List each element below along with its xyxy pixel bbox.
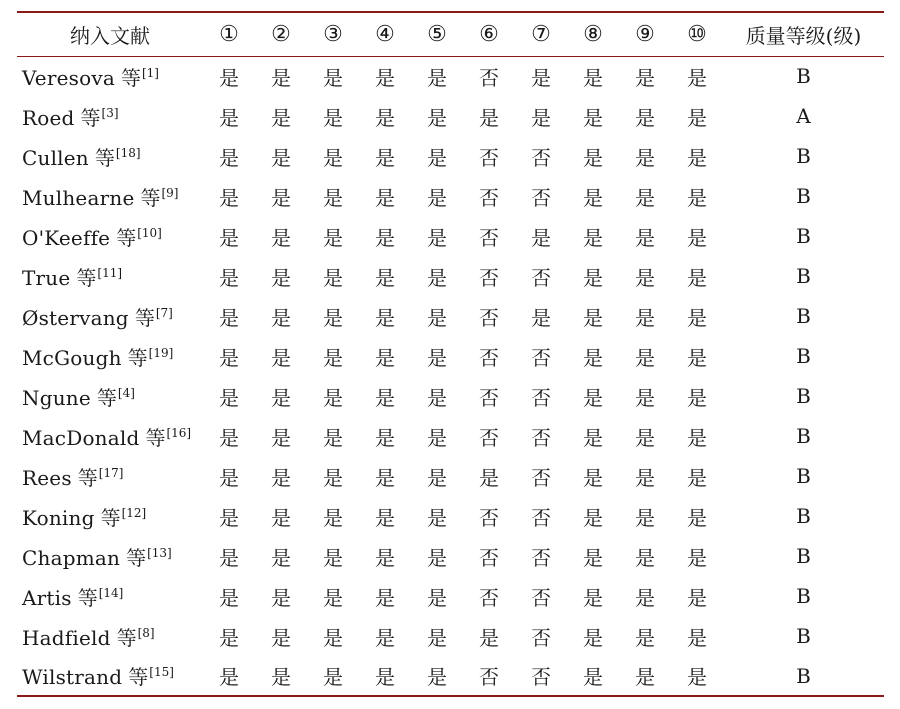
study-reference: [4] <box>117 385 135 400</box>
answer-cell-q10: 是 <box>687 385 707 410</box>
answer-cell-q2: 是 <box>271 185 291 210</box>
grade-cell: B <box>796 144 811 168</box>
study-reference: [15] <box>149 665 174 679</box>
answer-cell-q5: 是 <box>427 265 447 290</box>
grade-cell: B <box>796 304 811 328</box>
grade-cell: B <box>796 584 811 608</box>
study-etal: 等 <box>116 625 137 650</box>
answer-cell-q7: 否 <box>531 465 551 490</box>
grade-cell: B <box>796 64 811 89</box>
answer-cell-q9: 是 <box>635 425 655 450</box>
answer-cell-q5: 是 <box>427 145 447 170</box>
study-cell <box>17 56 203 96</box>
answer-cell-q10: 是 <box>687 665 707 689</box>
study-cell <box>17 456 203 496</box>
answer-cell-q1: 是 <box>219 145 239 170</box>
answer-cell-q5: 是 <box>427 665 447 689</box>
study-author: Chapman <box>22 545 121 570</box>
answer-cell-q9: 是 <box>635 225 655 250</box>
study-author: Veresova <box>22 65 115 90</box>
answer-cell-q1: 是 <box>219 345 239 370</box>
answer-cell-q1: 是 <box>219 305 239 330</box>
answer-cell-q10: 是 <box>687 105 707 130</box>
answer-cell-q3: 是 <box>323 625 343 650</box>
answer-cell-q5: 是 <box>427 465 447 490</box>
answer-cell-q2: 是 <box>271 145 291 170</box>
study-author: Mulhearne <box>22 185 135 210</box>
study-cell <box>17 136 203 176</box>
answer-cell-q10: 是 <box>687 545 707 570</box>
study-reference: [18] <box>115 145 141 160</box>
study-cell <box>17 336 203 376</box>
study-cell <box>17 496 203 536</box>
quality-assessment-table <box>17 11 884 697</box>
answer-cell-q4: 是 <box>375 145 395 170</box>
answer-cell-q4: 是 <box>375 425 395 450</box>
answer-cell-q1: 是 <box>219 265 239 290</box>
answer-cell-q10: 是 <box>687 65 707 90</box>
answer-cell-q3: 是 <box>323 505 343 530</box>
study-reference: [9] <box>161 185 179 200</box>
answer-cell-q8: 是 <box>583 145 603 170</box>
answer-cell-q8: 是 <box>583 385 603 410</box>
answer-cell-q4: 是 <box>375 505 395 530</box>
grade-cell: B <box>796 663 811 688</box>
table-row <box>17 176 884 216</box>
answer-cell-q9: 是 <box>635 625 655 650</box>
answer-cell-q3: 是 <box>323 265 343 290</box>
answer-cell-q8: 是 <box>583 425 603 450</box>
grade-cell: B <box>796 624 811 648</box>
table-row <box>17 96 884 136</box>
answer-cell-q5: 是 <box>427 345 447 370</box>
answer-cell-q1: 是 <box>219 665 239 689</box>
answer-cell-q1: 是 <box>219 105 239 130</box>
answer-cell-q6: 否 <box>479 425 499 450</box>
study-author: Østervang <box>22 305 129 330</box>
study-author: Hadfield <box>22 625 111 650</box>
answer-cell-q8: 是 <box>583 345 603 370</box>
answer-cell-q9: 是 <box>635 345 655 370</box>
answer-cell-q9: 是 <box>635 665 655 689</box>
study-cell <box>17 256 203 296</box>
answer-cell-q1: 是 <box>219 425 239 450</box>
answer-cell-q6: 是 <box>479 105 499 130</box>
answer-cell-q10: 是 <box>687 225 707 250</box>
table-row <box>17 56 884 96</box>
answer-cell-q1: 是 <box>219 545 239 570</box>
table-row <box>17 496 884 536</box>
study-reference: [16] <box>166 425 192 440</box>
study-cell <box>17 176 203 216</box>
answer-cell-q2: 是 <box>271 625 291 650</box>
header-question-5: ⑤ <box>427 21 447 47</box>
answer-cell-q9: 是 <box>635 265 655 290</box>
answer-cell-q4: 是 <box>375 665 395 689</box>
answer-cell-q6: 否 <box>479 305 499 330</box>
header-row <box>17 12 884 56</box>
answer-cell-q5: 是 <box>427 105 447 130</box>
answer-cell-q9: 是 <box>635 305 655 330</box>
answer-cell-q5: 是 <box>427 385 447 410</box>
header-question-9: ⑨ <box>635 21 655 47</box>
table-row <box>17 416 884 456</box>
answer-cell-q8: 是 <box>583 465 603 490</box>
table-row <box>17 256 884 296</box>
answer-cell-q3: 是 <box>323 345 343 370</box>
header-question-10: ⑩ <box>687 21 707 47</box>
study-etal: 等 <box>96 385 117 410</box>
answer-cell-q4: 是 <box>375 625 395 650</box>
answer-cell-q9: 是 <box>635 585 655 610</box>
answer-cell-q10: 是 <box>687 305 707 330</box>
answer-cell-q4: 是 <box>375 385 395 410</box>
answer-cell-q1: 是 <box>219 585 239 610</box>
answer-cell-q7: 否 <box>531 265 551 290</box>
answer-cell-q4: 是 <box>375 545 395 570</box>
study-etal: 等 <box>120 65 141 90</box>
answer-cell-q8: 是 <box>583 105 603 130</box>
study-etal: 等 <box>94 145 115 170</box>
study-cell <box>17 536 203 576</box>
study-etal: 等 <box>77 465 98 490</box>
study-reference: [8] <box>137 625 155 640</box>
study-author: True <box>22 265 71 290</box>
table-header <box>17 12 884 56</box>
answer-cell-q2: 是 <box>271 665 291 689</box>
answer-cell-q2: 是 <box>271 225 291 250</box>
answer-cell-q10: 是 <box>687 185 707 210</box>
answer-cell-q4: 是 <box>375 345 395 370</box>
answer-cell-q6: 否 <box>479 145 499 170</box>
answer-cell-q7: 是 <box>531 65 551 90</box>
study-etal: 等 <box>134 305 155 330</box>
study-author: Rees <box>22 465 72 490</box>
study-reference: [12] <box>121 505 147 520</box>
study-author: Koning <box>22 505 95 530</box>
header-question-8: ⑧ <box>583 21 603 47</box>
study-cell <box>17 656 203 696</box>
header-grade: 质量等级(级) <box>745 23 862 48</box>
study-cell <box>17 416 203 456</box>
answer-cell-q4: 是 <box>375 465 395 490</box>
study-cell <box>17 96 203 136</box>
answer-cell-q10: 是 <box>687 505 707 530</box>
answer-cell-q8: 是 <box>583 545 603 570</box>
study-etal: 等 <box>127 345 148 370</box>
answer-cell-q1: 是 <box>219 625 239 650</box>
answer-cell-q8: 是 <box>583 585 603 610</box>
header-study: 纳入文献 <box>70 23 150 48</box>
answer-cell-q8: 是 <box>583 65 603 90</box>
answer-cell-q7: 否 <box>531 665 551 689</box>
study-reference: [10] <box>137 225 162 240</box>
answer-cell-q2: 是 <box>271 505 291 530</box>
answer-cell-q5: 是 <box>427 65 447 90</box>
grade-cell: A <box>796 104 811 128</box>
answer-cell-q6: 否 <box>479 65 499 90</box>
study-etal: 等 <box>145 425 166 450</box>
answer-cell-q1: 是 <box>219 505 239 530</box>
answer-cell-q3: 是 <box>323 385 343 410</box>
answer-cell-q8: 是 <box>583 305 603 330</box>
answer-cell-q1: 是 <box>219 65 239 90</box>
study-etal: 等 <box>126 545 147 570</box>
answer-cell-q6: 否 <box>479 585 499 610</box>
table-row <box>17 136 884 176</box>
study-reference: [19] <box>148 345 174 360</box>
study-reference: [7] <box>155 305 173 320</box>
answer-cell-q2: 是 <box>271 65 291 90</box>
answer-cell-q10: 是 <box>687 425 707 450</box>
answer-cell-q6: 是 <box>479 625 499 650</box>
table-row <box>17 216 884 256</box>
answer-cell-q4: 是 <box>375 105 395 130</box>
answer-cell-q4: 是 <box>375 585 395 610</box>
header-question-3: ③ <box>323 21 343 47</box>
answer-cell-q6: 否 <box>479 545 499 570</box>
study-cell <box>17 216 203 256</box>
answer-cell-q5: 是 <box>427 425 447 450</box>
answer-cell-q8: 是 <box>583 665 603 689</box>
answer-cell-q8: 是 <box>583 225 603 250</box>
study-etal: 等 <box>80 105 101 130</box>
answer-cell-q7: 否 <box>531 385 551 410</box>
study-etal: 等 <box>128 665 149 689</box>
answer-cell-q2: 是 <box>271 545 291 570</box>
answer-cell-q1: 是 <box>219 465 239 490</box>
grade-cell: B <box>796 264 811 288</box>
answer-cell-q10: 是 <box>687 465 707 490</box>
answer-cell-q7: 否 <box>531 585 551 610</box>
study-etal: 等 <box>140 185 161 210</box>
answer-cell-q3: 是 <box>323 105 343 130</box>
answer-cell-q3: 是 <box>323 185 343 210</box>
header-question-7: ⑦ <box>531 21 551 47</box>
answer-cell-q5: 是 <box>427 585 447 610</box>
answer-cell-q9: 是 <box>635 65 655 90</box>
study-cell <box>17 296 203 336</box>
answer-cell-q6: 否 <box>479 665 499 689</box>
answer-cell-q2: 是 <box>271 305 291 330</box>
study-author: Artis <box>22 585 72 610</box>
answer-cell-q7: 否 <box>531 145 551 170</box>
answer-cell-q5: 是 <box>427 545 447 570</box>
answer-cell-q9: 是 <box>635 465 655 490</box>
grade-cell: B <box>796 424 811 448</box>
header-question-4: ④ <box>375 21 395 47</box>
study-author: MacDonald <box>22 425 140 450</box>
answer-cell-q8: 是 <box>583 625 603 650</box>
answer-cell-q9: 是 <box>635 545 655 570</box>
header-question-1: ① <box>219 21 239 47</box>
study-author: O'Keeffe <box>22 225 111 250</box>
study-etal: 等 <box>77 585 98 610</box>
study-reference: [11] <box>97 265 123 280</box>
header-question-6: ⑥ <box>479 21 499 47</box>
study-author: Ngune <box>22 385 91 410</box>
answer-cell-q9: 是 <box>635 505 655 530</box>
answer-cell-q8: 是 <box>583 505 603 530</box>
answer-cell-q5: 是 <box>427 305 447 330</box>
answer-cell-q4: 是 <box>375 305 395 330</box>
answer-cell-q4: 是 <box>375 65 395 90</box>
answer-cell-q3: 是 <box>323 665 343 689</box>
answer-cell-q8: 是 <box>583 185 603 210</box>
study-cell <box>17 576 203 616</box>
study-reference: [13] <box>147 545 172 560</box>
answer-cell-q9: 是 <box>635 105 655 130</box>
table-row <box>17 296 884 336</box>
study-reference: [17] <box>98 465 124 480</box>
answer-cell-q7: 否 <box>531 425 551 450</box>
answer-cell-q2: 是 <box>271 385 291 410</box>
table-row <box>17 336 884 376</box>
answer-cell-q7: 是 <box>531 305 551 330</box>
answer-cell-q10: 是 <box>687 145 707 170</box>
answer-cell-q7: 否 <box>531 185 551 210</box>
answer-cell-q1: 是 <box>219 385 239 410</box>
answer-cell-q6: 否 <box>479 225 499 250</box>
answer-cell-q2: 是 <box>271 425 291 450</box>
grade-cell: B <box>796 504 811 528</box>
answer-cell-q5: 是 <box>427 225 447 250</box>
study-etal: 等 <box>100 505 121 530</box>
table-row <box>17 456 884 496</box>
study-etal: 等 <box>76 265 97 290</box>
answer-cell-q7: 是 <box>531 225 551 250</box>
answer-cell-q3: 是 <box>323 225 343 250</box>
answer-cell-q5: 是 <box>427 505 447 530</box>
table-row <box>17 656 884 696</box>
table-row <box>17 376 884 416</box>
study-cell <box>17 616 203 656</box>
study-cell <box>17 376 203 416</box>
grade-cell: B <box>796 464 811 488</box>
answer-cell-q2: 是 <box>271 265 291 290</box>
answer-cell-q4: 是 <box>375 265 395 290</box>
table-row <box>17 616 884 656</box>
answer-cell-q8: 是 <box>583 265 603 290</box>
study-author: Wilstrand <box>22 665 123 689</box>
answer-cell-q6: 否 <box>479 505 499 530</box>
answer-cell-q7: 否 <box>531 625 551 650</box>
table-row <box>17 536 884 576</box>
answer-cell-q3: 是 <box>323 145 343 170</box>
grade-cell: B <box>796 344 811 368</box>
answer-cell-q10: 是 <box>687 345 707 370</box>
answer-cell-q7: 是 <box>531 105 551 130</box>
study-author: Cullen <box>22 145 89 170</box>
study-reference: [1] <box>141 65 159 80</box>
grade-cell: B <box>796 544 811 568</box>
answer-cell-q6: 否 <box>479 265 499 290</box>
table-row <box>17 576 884 616</box>
answer-cell-q3: 是 <box>323 585 343 610</box>
grade-cell: B <box>796 384 811 408</box>
answer-cell-q6: 是 <box>479 465 499 490</box>
answer-cell-q1: 是 <box>219 225 239 250</box>
answer-cell-q9: 是 <box>635 145 655 170</box>
answer-cell-q4: 是 <box>375 225 395 250</box>
answer-cell-q7: 否 <box>531 505 551 530</box>
answer-cell-q2: 是 <box>271 105 291 130</box>
answer-cell-q7: 否 <box>531 545 551 570</box>
answer-cell-q10: 是 <box>687 625 707 650</box>
answer-cell-q7: 否 <box>531 345 551 370</box>
answer-cell-q5: 是 <box>427 185 447 210</box>
answer-cell-q1: 是 <box>219 185 239 210</box>
answer-cell-q6: 否 <box>479 185 499 210</box>
answer-cell-q3: 是 <box>323 545 343 570</box>
answer-cell-q2: 是 <box>271 345 291 370</box>
grade-cell: B <box>796 224 811 248</box>
table-body <box>17 56 884 696</box>
study-author: McGough <box>22 345 122 370</box>
study-reference: [3] <box>101 105 119 120</box>
answer-cell-q9: 是 <box>635 385 655 410</box>
study-reference: [14] <box>98 585 124 600</box>
answer-cell-q3: 是 <box>323 465 343 490</box>
answer-cell-q3: 是 <box>323 425 343 450</box>
answer-cell-q2: 是 <box>271 585 291 610</box>
answer-cell-q2: 是 <box>271 465 291 490</box>
answer-cell-q3: 是 <box>323 305 343 330</box>
answer-cell-q3: 是 <box>323 65 343 90</box>
study-author: Roed <box>22 105 75 130</box>
quality-assessment-table-wrap <box>17 11 884 697</box>
answer-cell-q5: 是 <box>427 625 447 650</box>
answer-cell-q10: 是 <box>687 265 707 290</box>
answer-cell-q6: 否 <box>479 385 499 410</box>
answer-cell-q6: 否 <box>479 345 499 370</box>
answer-cell-q4: 是 <box>375 185 395 210</box>
answer-cell-q9: 是 <box>635 185 655 210</box>
grade-cell: B <box>796 184 811 208</box>
study-etal: 等 <box>116 225 137 250</box>
header-question-2: ② <box>271 21 291 47</box>
answer-cell-q10: 是 <box>687 585 707 610</box>
